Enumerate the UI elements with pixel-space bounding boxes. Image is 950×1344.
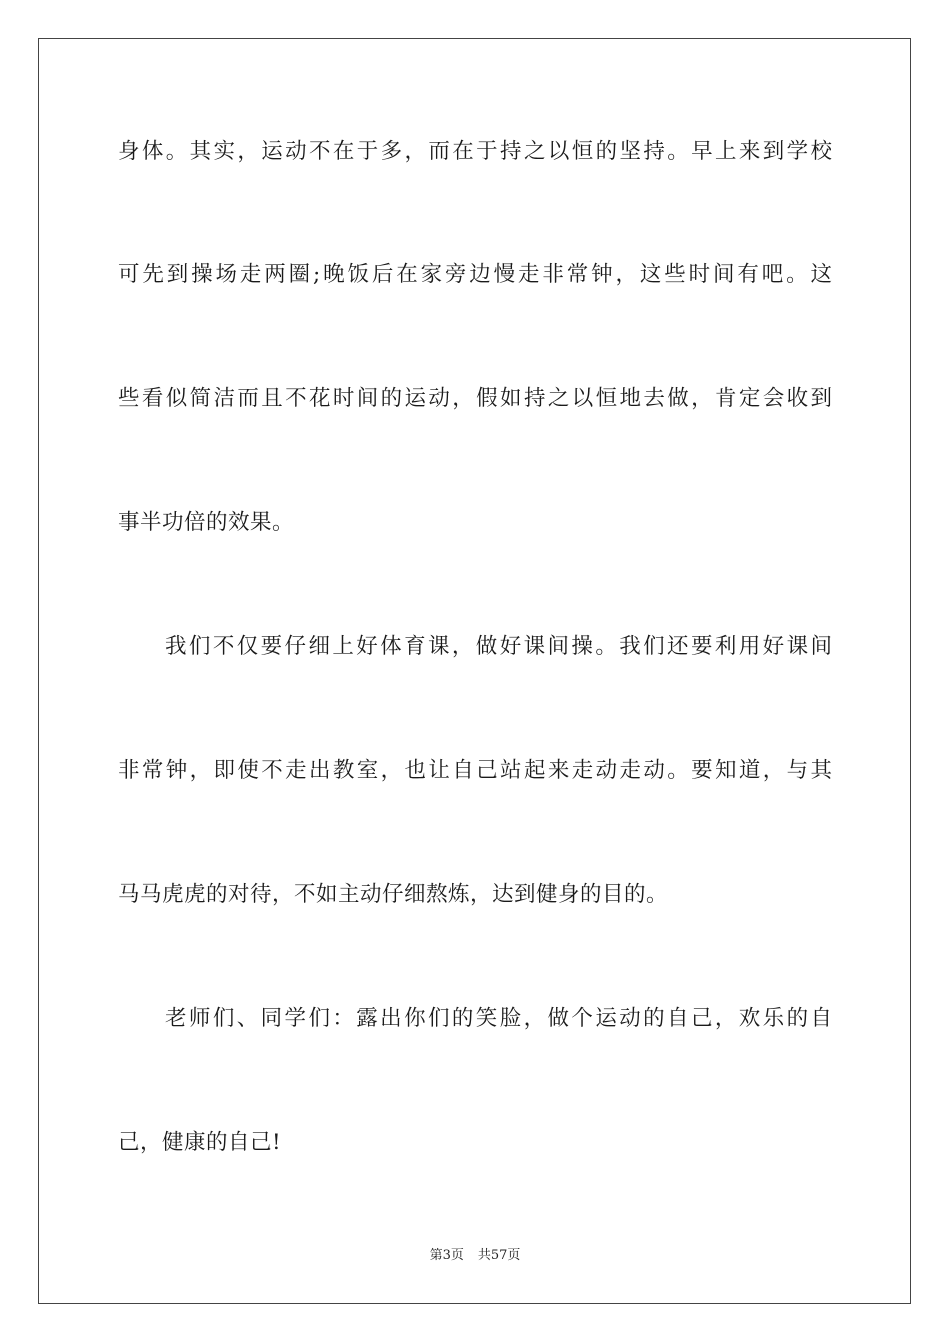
page-total: 共57页 (477, 1248, 521, 1263)
body-text-line: 己，健康的自己! (118, 1130, 282, 1155)
page-footer (0, 1247, 950, 1265)
paragraph-start-line: 老师们、同学们：露出你们的笑脸，做个运动的自己，欢乐的自 (165, 1006, 832, 1031)
body-text-line: 身体。其实，运动不在于多，而在于持之以恒的坚持。早上来到学校 (118, 139, 832, 164)
paragraph-start-line: 我们不仅要仔细上好体育课，做好课间操。我们还要利用好课间 (165, 634, 832, 659)
body-text-line: 些看似简洁而且不花时间的运动，假如持之以恒地去做，肯定会收到 (118, 386, 832, 411)
body-text-line: 非常钟，即使不走出教室，也让自己站起来走动走动。要知道，与其 (118, 758, 832, 783)
body-text-line: 可先到操场走两圈;晚饭后在家旁边慢走非常钟，这些时间有吧。这 (118, 262, 832, 287)
body-text-line: 马马虎虎的对待，不如主动仔细熬炼，达到健身的目的。 (118, 882, 669, 907)
page-frame (38, 38, 911, 1304)
page-number: 第3页 (429, 1248, 464, 1263)
body-text-line: 事半功倍的效果。 (118, 510, 295, 535)
